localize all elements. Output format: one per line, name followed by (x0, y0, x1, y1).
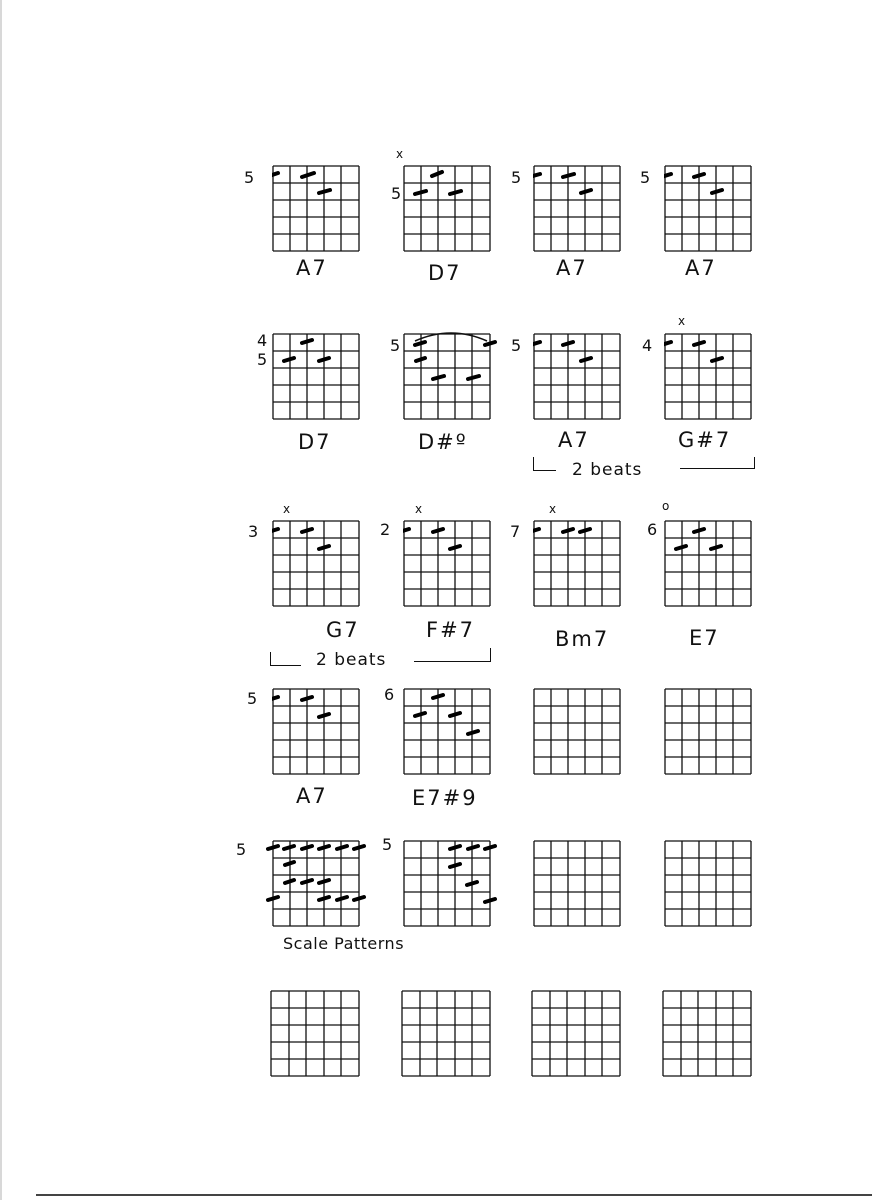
chord-name: A7 (685, 256, 717, 280)
chord-name: D7 (298, 430, 332, 454)
beats-bracket-start (533, 457, 556, 471)
fretboard-grid (272, 688, 360, 776)
fretboard-grid (401, 990, 491, 1078)
fret-number: 5 (391, 184, 402, 203)
muted-string-mark: x (549, 502, 557, 516)
scan-bottom-edge (36, 1194, 872, 1196)
chord-diagram-r2-c1 (272, 333, 360, 421)
fret-number: 5 (247, 689, 258, 708)
fretboard-grid (272, 520, 360, 608)
chord-diagram-r2-c3 (533, 333, 621, 421)
chord-name: D#º (418, 430, 468, 454)
fret-number: 3 (248, 522, 259, 541)
fretboard-grid (664, 840, 752, 928)
chord-name: G7 (326, 618, 360, 642)
scale-diagram-r5-c1 (272, 840, 360, 928)
beats-bracket-start (270, 652, 301, 666)
muted-string-mark: x (283, 502, 291, 516)
chord-diagram-r3-c3 (533, 520, 621, 608)
fretboard-grid (533, 688, 621, 776)
chord-name: F#7 (426, 618, 476, 642)
fret-number: 4 (642, 336, 653, 355)
fret-number: 5 (244, 168, 255, 187)
fretboard-grid (533, 333, 621, 421)
fretboard-grid (272, 165, 360, 253)
fretboard-grid (403, 840, 491, 928)
fretboard-grid (664, 165, 752, 253)
fretboard-grid (533, 840, 621, 928)
muted-string-mark: x (396, 147, 404, 161)
beats-label: 2 beats (316, 650, 387, 670)
fret-number: 2 (380, 520, 391, 539)
fret-number: 5 (236, 840, 247, 859)
blank-diagram-r6-c1 (270, 990, 360, 1078)
chord-name: A7 (296, 784, 328, 808)
chord-diagram-r4-c4 (664, 688, 752, 776)
fretboard-grid (272, 840, 360, 928)
page-edge (0, 0, 2, 1200)
fretboard-grid (403, 333, 491, 421)
open-string-mark: o (662, 499, 670, 513)
chord-name: A7 (558, 428, 590, 452)
fretboard-grid (531, 990, 621, 1078)
scale-diagram-r5-c3 (533, 840, 621, 928)
beats-bracket-end (680, 457, 755, 469)
beats-label: 2 beats (572, 460, 643, 480)
fret-number: 5 (640, 168, 651, 187)
chord-diagram-r4-c3 (533, 688, 621, 776)
scale-diagram-r5-c2 (403, 840, 491, 928)
blank-diagram-r6-c3 (531, 990, 621, 1078)
chord-diagram-r4-c1 (272, 688, 360, 776)
chord-name: A7 (296, 256, 328, 280)
chord-diagram-r2-c2 (403, 333, 491, 421)
fret-number: 5 (511, 336, 522, 355)
chord-name: E7 (689, 626, 720, 650)
fretboard-grid (664, 688, 752, 776)
chord-diagram-r1-c2 (403, 165, 491, 253)
fretboard-grid (403, 688, 491, 776)
muted-string-mark: x (678, 314, 686, 328)
chord-diagram-r3-c2 (403, 520, 491, 608)
fretboard-grid (270, 990, 360, 1078)
chord-diagram-r4-c2 (403, 688, 491, 776)
scale-diagram-r5-c4 (664, 840, 752, 928)
chord-diagram-r2-c4 (664, 333, 752, 421)
chord-diagram-r3-c1 (272, 520, 360, 608)
chord-diagram-r1-c3 (533, 165, 621, 253)
fretboard-grid (664, 520, 752, 608)
chord-name: E7#9 (412, 786, 478, 810)
chord-name: Bm7 (555, 627, 610, 651)
fretboard-grid (664, 333, 752, 421)
chord-name: G#7 (678, 428, 732, 452)
fret-number: 5 (382, 835, 393, 854)
fret-number: 6 (384, 685, 395, 704)
chord-diagram-r1-c1 (272, 165, 360, 253)
fretboard-grid (533, 520, 621, 608)
fret-number: 5 (390, 336, 401, 355)
chord-diagram-r3-c4 (664, 520, 752, 608)
fret-number: 6 (647, 520, 658, 539)
chord-name: D7 (428, 261, 462, 285)
fretboard-grid (403, 520, 491, 608)
muted-string-mark: x (415, 502, 423, 516)
fretboard-grid (403, 165, 491, 253)
blank-diagram-r6-c4 (662, 990, 752, 1078)
fretboard-grid (662, 990, 752, 1078)
blank-diagram-r6-c2 (401, 990, 491, 1078)
chord-diagram-r1-c4 (664, 165, 752, 253)
scale-patterns-caption: Scale Patterns (283, 934, 405, 953)
fretboard-grid (533, 165, 621, 253)
fret-number: 5 (511, 168, 522, 187)
fretboard-grid (272, 333, 360, 421)
chord-name: A7 (556, 256, 588, 280)
fret-number: 5 (257, 350, 268, 369)
fret-number: 7 (510, 522, 521, 541)
beats-bracket-end (414, 648, 491, 662)
fret-number: 4 (257, 331, 268, 350)
